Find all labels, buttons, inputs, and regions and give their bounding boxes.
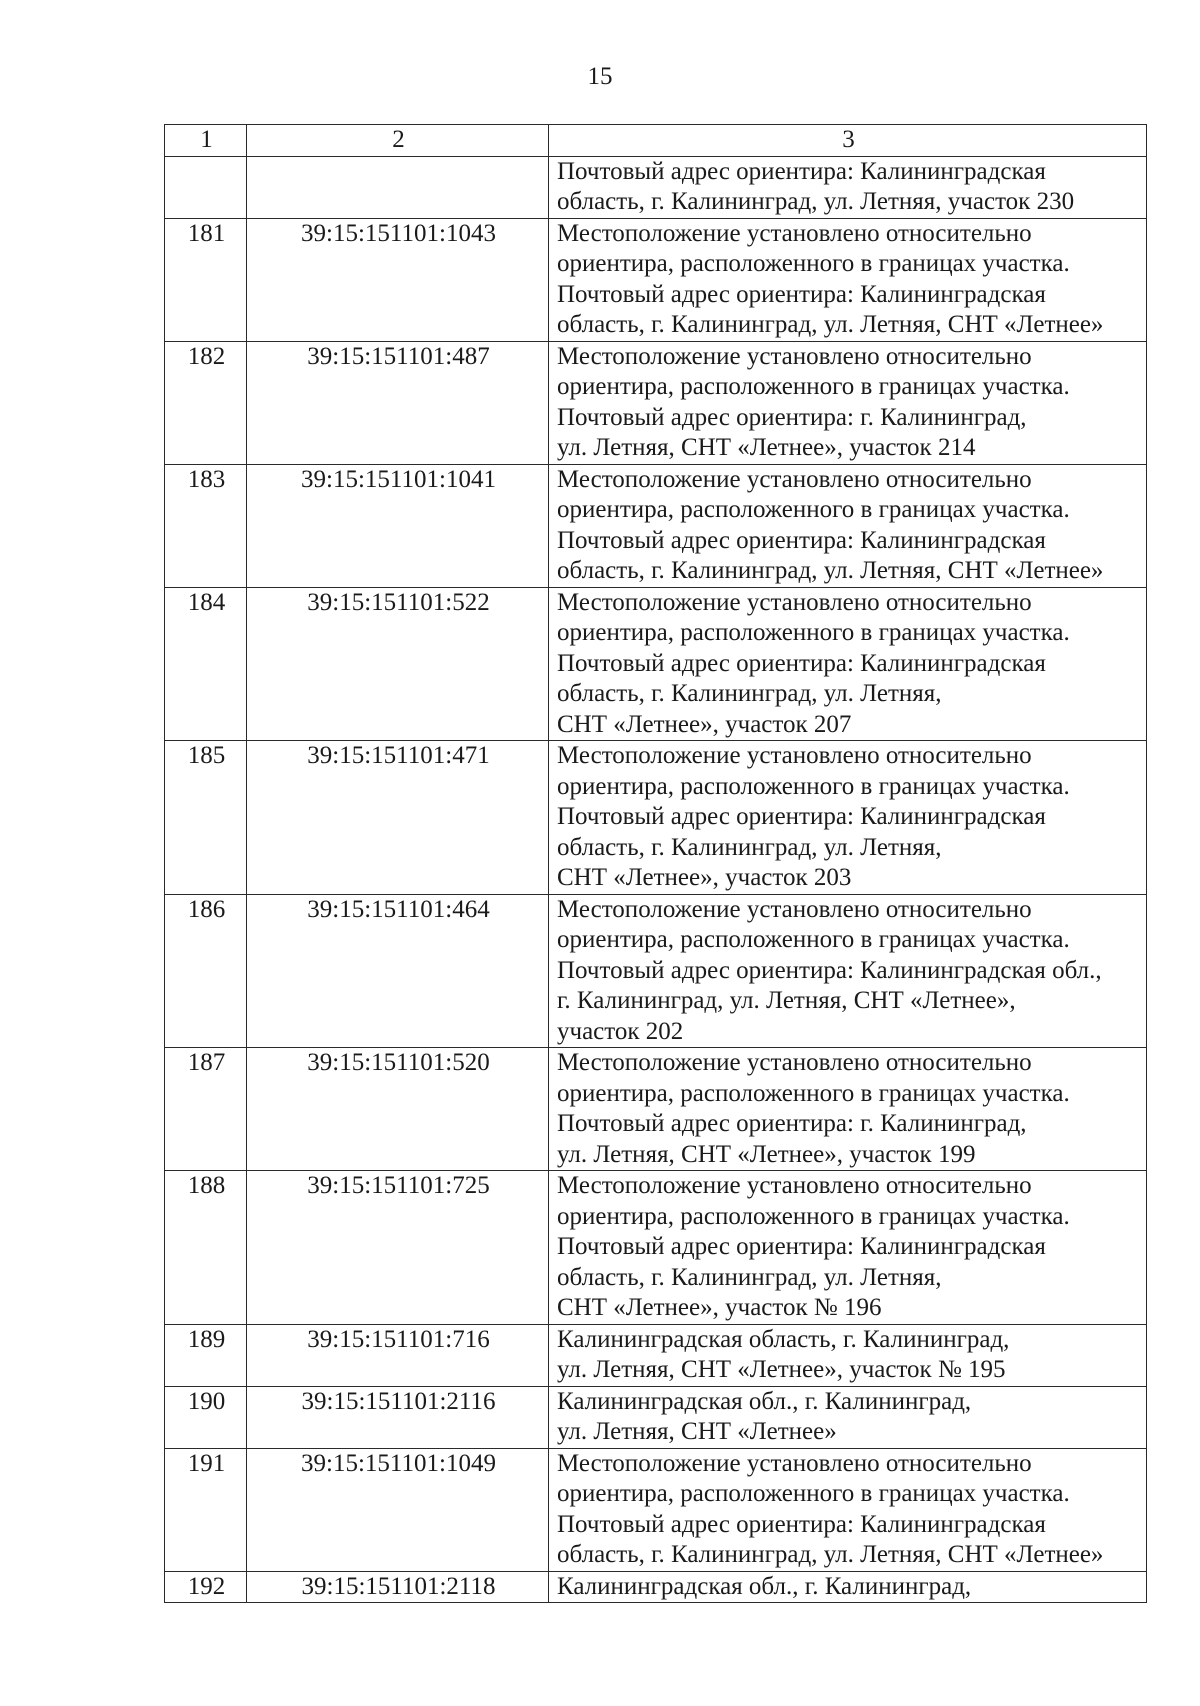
address-line: ориентира, расположенного в границах участка. (557, 496, 1070, 523)
land-plot-table (164, 124, 1147, 1603)
address-line: ориентира, расположенного в границах участка. (557, 1480, 1070, 1507)
address-line: ул. Летняя, СНТ «Летнее» (557, 1418, 837, 1445)
address-line: Калининградская область, г. Калининград, (557, 1325, 1010, 1353)
address-line: область, г. Калининград, ул. Летняя, участок 230 (557, 188, 1075, 215)
cadastral-number-cell: 39:15:151101:520 (247, 1048, 549, 1171)
table-body (165, 125, 1147, 1603)
address-line: СНТ «Летнее», участок 207 (557, 710, 852, 738)
row-number-cell (165, 156, 247, 218)
cadastral-number-cell: 39:15:151101:2118 (247, 1571, 549, 1603)
cadastral-number-cell: 39:15:151101:1041 (247, 464, 549, 587)
address-cell (549, 1386, 1147, 1448)
address-line: Почтовый адрес ориентира: г. Калининград, (557, 403, 1027, 431)
address-line: ул. Летняя, СНТ «Летнее», участок 214 (557, 434, 976, 461)
cadastral-number-cell: 39:15:151101:487 (247, 341, 549, 464)
address-line: ул. Летняя, СНТ «Летнее», участок № 195 (557, 1356, 1006, 1383)
address-line: Почтовый адрес ориентира: Калининградская (557, 526, 1046, 554)
table-row (165, 1324, 1147, 1386)
row-number-cell: 186 (165, 894, 247, 1048)
address-line: участок 202 (557, 1017, 684, 1045)
table-row (165, 587, 1147, 741)
address-line: ориентира, расположенного в границах участка. (557, 250, 1070, 277)
row-number-cell: 187 (165, 1048, 247, 1171)
address-cell (549, 1448, 1147, 1571)
address-line: ориентира, расположенного в границах участка. (557, 1079, 1070, 1107)
table-row (165, 894, 1147, 1048)
address-line: Почтовый адрес ориентира: Калининградская обл., (557, 956, 1102, 984)
address-line: Местоположение установлено относительно (557, 1449, 1032, 1477)
row-number-cell: 191 (165, 1448, 247, 1571)
address-line: Почтовый адрес ориентира: Калининградская (557, 649, 1046, 677)
table-row (165, 1448, 1147, 1571)
address-line: Почтовый адрес ориентира: Калининградская (557, 803, 1046, 830)
address-line: Местоположение установлено относительно (557, 219, 1032, 247)
row-number-cell: 182 (165, 341, 247, 464)
address-line: г. Калининград, ул. Летняя, СНТ «Летнее», (557, 987, 1016, 1014)
address-line: область, г. Калининград, ул. Летняя, СНТ «Летнее» (557, 1541, 1104, 1568)
row-number-cell: 189 (165, 1324, 247, 1386)
address-line: ориентира, расположенного в границах участка. (557, 772, 1070, 800)
cadastral-number-cell: 39:15:151101:725 (247, 1171, 549, 1325)
address-line: Местоположение установлено относительно (557, 342, 1032, 370)
column-number-1: 1 (165, 125, 247, 157)
address-cell (549, 587, 1147, 741)
address-line: Калининградская обл., г. Калининград, (557, 1572, 972, 1600)
address-cell (549, 1171, 1147, 1325)
row-number-cell: 190 (165, 1386, 247, 1448)
cadastral-number-cell: 39:15:151101:471 (247, 741, 549, 895)
address-cell (549, 894, 1147, 1048)
address-cell (549, 1571, 1147, 1603)
address-line: ул. Летняя, СНТ «Летнее», участок 199 (557, 1140, 976, 1168)
table-row (165, 741, 1147, 895)
address-line: область, г. Калининград, ул. Летняя, (557, 1263, 942, 1291)
address-line: область, г. Калининград, ул. Летняя, (557, 833, 942, 861)
address-cell (549, 156, 1147, 218)
address-line: Почтовый адрес ориентира: Калининградская (557, 280, 1046, 308)
address-line: ориентира, расположенного в границах участка. (557, 373, 1070, 400)
address-line: Почтовый адрес ориентира: Калининградская (557, 1233, 1046, 1260)
address-line: область, г. Калининград, ул. Летняя, СНТ «Летнее» (557, 557, 1104, 584)
row-number-cell: 181 (165, 218, 247, 341)
address-line: Калининградская обл., г. Калининград, (557, 1387, 972, 1415)
cadastral-number-cell (247, 156, 549, 218)
cadastral-number-cell: 39:15:151101:522 (247, 587, 549, 741)
row-number-cell: 192 (165, 1571, 247, 1603)
cadastral-number-cell: 39:15:151101:716 (247, 1324, 549, 1386)
address-line: СНТ «Летнее», участок 203 (557, 864, 852, 891)
address-line: ориентира, расположенного в границах участка. (557, 1202, 1070, 1230)
address-line: ориентира, расположенного в границах участка. (557, 619, 1070, 646)
address-line: ориентира, расположенного в границах участка. (557, 926, 1070, 953)
cadastral-number-cell: 39:15:151101:1043 (247, 218, 549, 341)
table-row (165, 341, 1147, 464)
address-cell (549, 218, 1147, 341)
column-number-3: 3 (549, 125, 1147, 157)
address-line: Местоположение установлено относительно (557, 1172, 1032, 1199)
address-cell (549, 341, 1147, 464)
address-line: Местоположение установлено относительно (557, 588, 1032, 616)
table-row (165, 218, 1147, 341)
cadastral-number-cell: 39:15:151101:1049 (247, 1448, 549, 1571)
column-number-2: 2 (247, 125, 549, 157)
table-row (165, 1386, 1147, 1448)
address-line: Почтовый адрес ориентира: г. Калининград, (557, 1110, 1027, 1137)
cadastral-number-cell: 39:15:151101:2116 (247, 1386, 549, 1448)
address-line: Местоположение установлено относительно (557, 1049, 1032, 1076)
row-number-cell: 188 (165, 1171, 247, 1325)
row-number-cell: 185 (165, 741, 247, 895)
address-line: область, г. Калининград, ул. Летняя, (557, 680, 942, 707)
table-row (165, 1571, 1147, 1603)
cadastral-number-cell: 39:15:151101:464 (247, 894, 549, 1048)
address-cell (549, 1324, 1147, 1386)
address-line: Почтовый адрес ориентира: Калининградская (557, 157, 1046, 185)
address-line: СНТ «Летнее», участок № 196 (557, 1294, 882, 1321)
table-row (165, 1048, 1147, 1171)
address-line: Почтовый адрес ориентира: Калининградская (557, 1510, 1046, 1538)
row-number-cell: 184 (165, 587, 247, 741)
address-line: Местоположение установлено относительно (557, 742, 1032, 769)
row-number-cell: 183 (165, 464, 247, 587)
table-row (165, 156, 1147, 218)
page-number: 15 (587, 63, 613, 90)
address-line: Местоположение установлено относительно (557, 465, 1032, 493)
address-line: область, г. Калининград, ул. Летняя, СНТ «Летнее» (557, 311, 1104, 338)
address-cell (549, 741, 1147, 895)
address-line: Местоположение установлено относительно (557, 895, 1032, 923)
table-row (165, 1171, 1147, 1325)
column-number-row (165, 125, 1147, 157)
address-cell (549, 464, 1147, 587)
address-cell (549, 1048, 1147, 1171)
table-row (165, 464, 1147, 587)
